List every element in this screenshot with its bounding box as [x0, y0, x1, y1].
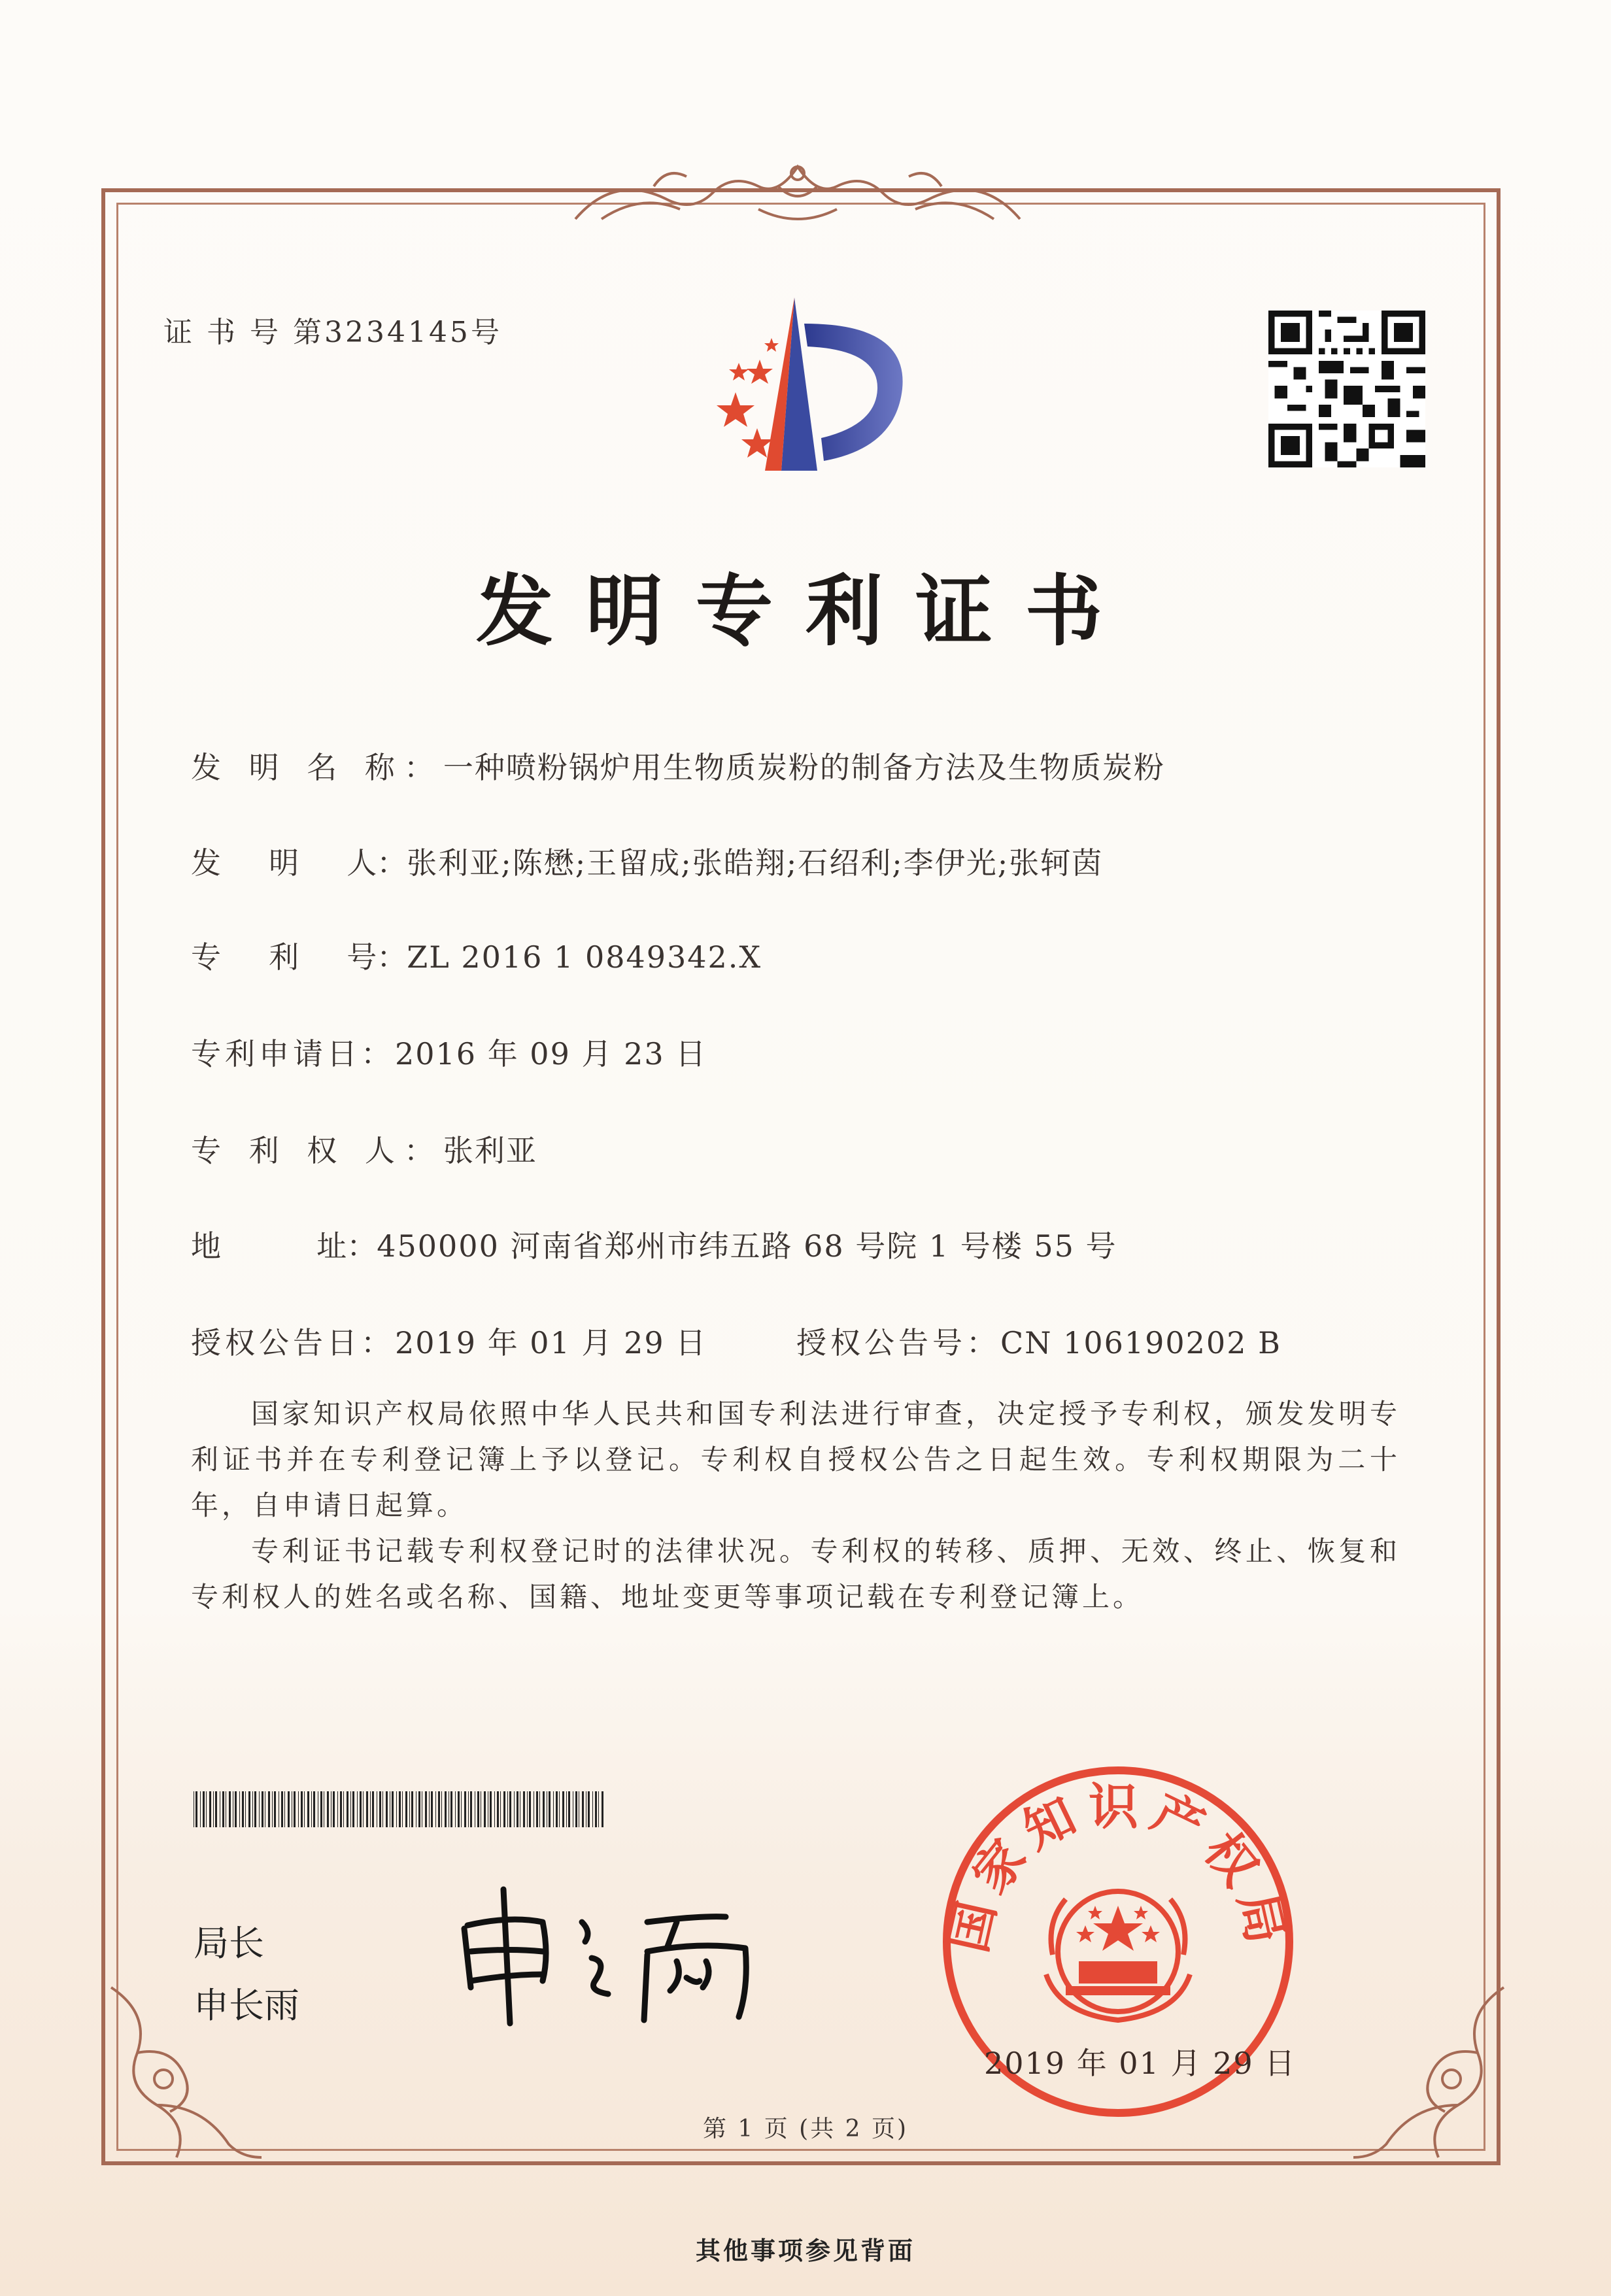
patent-number-label: 专 利 号： [191, 939, 407, 975]
certificate-number-label: 证 书 号 第 [163, 316, 324, 349]
grant-number-label: 授权公告号： [796, 1325, 1000, 1360]
barcode [194, 1791, 605, 1827]
certificate-number [163, 309, 502, 350]
filing-date-value: 2016 年 09 月 23 日 [395, 1036, 707, 1072]
grant-number-row [796, 1319, 1281, 1362]
certificate-number-suffix: 号 [470, 316, 502, 349]
director-title: 局长 [194, 1923, 264, 1964]
filing-date-row [191, 1030, 707, 1073]
invention-name-value: 一种喷粉锅炉用生物质炭粉的制备方法及生物质炭粉 [443, 750, 1165, 785]
grant-date-value: 2019 年 01 月 29 日 [395, 1325, 707, 1360]
inventors-row [191, 839, 1103, 883]
cnipa-logo [673, 297, 922, 494]
patent-number-row [191, 934, 762, 977]
grant-date-label: 授权公告日： [191, 1325, 395, 1360]
footer-note: 其他事项参见背面 [695, 2236, 915, 2265]
certificate-title: 发明专利证书 [475, 566, 1135, 656]
director-name: 申长雨 [194, 1985, 299, 2026]
seal-date: 2019 年 01 月 29 日 [984, 2046, 1297, 2081]
patentee-label: 专 利 权 人： [191, 1133, 443, 1168]
page-number: 第 1 页 (共 2 页) [702, 2116, 909, 2142]
top-ornament [562, 147, 1033, 232]
body-paragraph-1: 国家知识产权局依照中华人民共和国专利法进行审查，决定授予专利权，颁发发明专利证书并在专利登记簿上予以登记。专利权自授权公告之日起生效。专利权期限为二十年，自申请日起算。 [191, 1398, 1400, 1521]
grant-date-row [191, 1319, 707, 1362]
invention-name-label: 发 明 名 称： [191, 750, 443, 785]
certificate-number-value: 3234145 [324, 316, 471, 349]
address-value: 450000 河南省郑州市纬五路 68 号院 1 号楼 55 号 [377, 1228, 1117, 1264]
address-label: 地 址： [191, 1228, 377, 1264]
address-row [191, 1223, 1117, 1266]
handwritten-signature [451, 1876, 817, 2033]
patentee-value: 张利亚 [443, 1133, 537, 1168]
inventors-value: 张利亚;陈懋;王留成;张皓翔;石绍利;李伊光;张轲茵 [407, 845, 1104, 881]
seal-text: 国家知识产权局 [938, 1777, 1298, 1958]
qr-code[interactable] [1268, 311, 1425, 467]
patent-number-value: ZL 2016 1 0849342.X [407, 939, 762, 975]
inventors-label: 发 明 人： [191, 845, 407, 881]
invention-name-row [191, 744, 1165, 787]
patentee-row [191, 1127, 537, 1170]
grant-number-value: CN 106190202 B [1000, 1325, 1281, 1360]
filing-date-label: 专利申请日： [191, 1036, 395, 1072]
body-paragraph-2: 专利证书记载专利权登记时的法律状况。专利权的转移、质押、无效、终止、恢复和专利权人的姓名或名称、国籍、地址变更等事项记载在专利登记簿上。 [191, 1535, 1400, 1613]
